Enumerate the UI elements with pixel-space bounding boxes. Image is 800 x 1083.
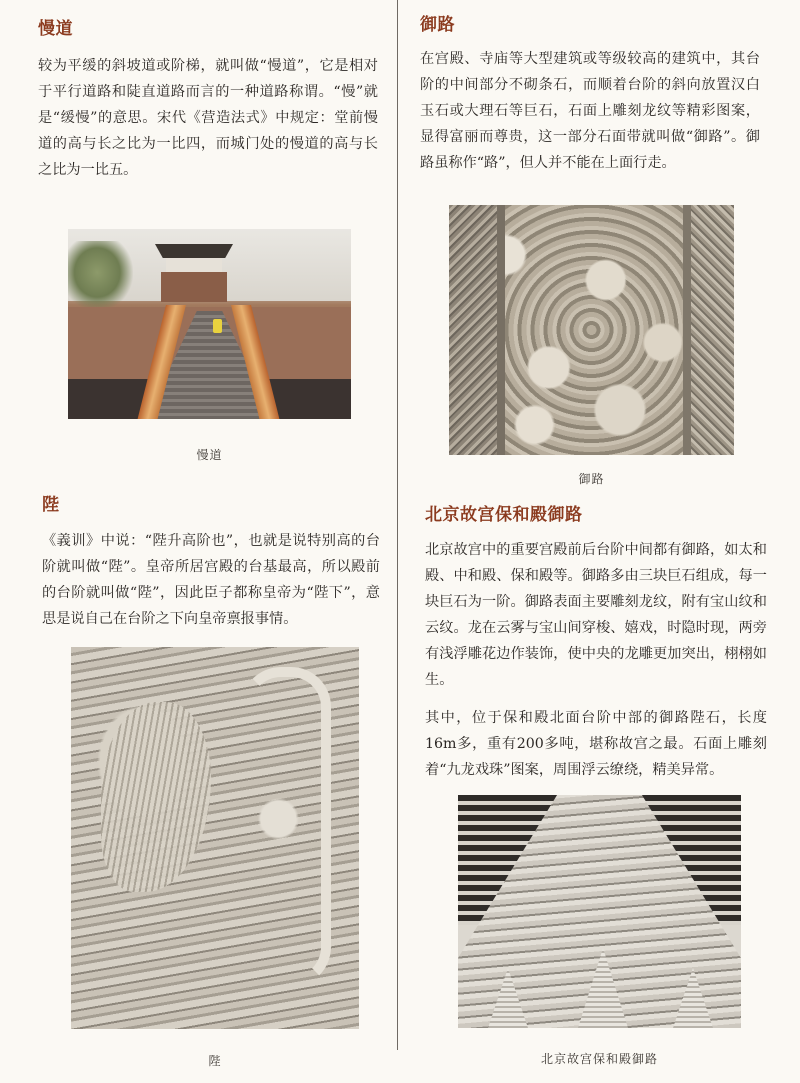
- column-divider: [397, 0, 398, 1050]
- photo-pavilion-base: [161, 272, 227, 302]
- photo-yulu-dragon-stone: [449, 205, 734, 455]
- section-heading-yulu: 御路: [420, 15, 455, 35]
- section-heading-mandao: 慢道: [38, 19, 73, 39]
- photo-tree: [68, 241, 133, 311]
- photo-dragon-carving: [241, 667, 331, 987]
- photo-pavilion-wall: [166, 258, 222, 272]
- paragraph-baohe-2: 其中，位于保和殿北面台阶中部的御路陛石，长度16m多，重有200多吨，堪称故宫之最。石面上雕刻着“九龙戏珠”图案，周围浮云缭绕，精美异常。: [425, 710, 767, 778]
- section-heading-baohe-yulu: 北京故宫保和殿御路: [425, 505, 583, 525]
- caption-bi: 陛: [208, 1054, 222, 1068]
- photo-person: [213, 319, 222, 333]
- caption-mandao: 慢道: [196, 448, 223, 462]
- paragraph-bi: 《義训》中说：“陛升高阶也”，也就是说特别高的台阶就叫做“陛”。皇帝所居宫殿的台基最高，所以殿前的台阶就叫做“陛”，因此臣子都称皇帝为“陛下”，意思是说自己在台阶之下向皇帝禀报事情。: [42, 533, 380, 627]
- photo-bi-carving: [71, 647, 359, 1029]
- caption-baohe-yulu: 北京故宫保和殿御路: [540, 1052, 658, 1066]
- paragraph-baohe-1: 北京故宫中的重要宫殿前后台阶中间都有御路，如太和殿、中和殿、保和殿等。御路多由三块巨石组成，每一块巨石为一阶。御路表面主要雕刻龙纹，附有宝山纹和云纹。龙在云雾与宝山间穿梭、嬉戏，时隐时现，两旁有浅浮雕花边作装饰，使中央的龙雕更加突出，栩栩如生。: [425, 542, 767, 688]
- section-heading-bi: 陛: [42, 495, 60, 515]
- photo-right-border-pattern: [689, 205, 734, 455]
- photo-right-rim: [683, 205, 691, 455]
- photo-left-border-pattern: [449, 205, 499, 455]
- photo-baohe-yulu: [458, 795, 741, 1028]
- photo-pavilion-roof: [155, 244, 233, 258]
- photo-phoenix-carving: [101, 702, 211, 892]
- photo-left-rim: [497, 205, 505, 455]
- paragraph-yulu: 在宫殿、寺庙等大型建筑或等级较高的建筑中，其台阶的中间部分不砌条石，而顺着台阶的斜向放置汉白玉石或大理石等巨石，石面上雕刻龙纹等精彩图案，显得富丽而尊贵，这一部分石面带就叫做“御路”。御路虽称作“路”，但人并不能在上面行走。: [420, 51, 760, 171]
- caption-yulu: 御路: [578, 472, 605, 486]
- paragraph-mandao: 较为平缓的斜坡道或阶梯，就叫做“慢道”，它是相对于平行道路和陡直道路而言的一种道路称谓。“慢”就是“缓慢”的意思。宋代《营造法式》中规定：堂前慢道的高与长之比为一比四，而城门处的慢道的高与长之比为一比五。: [38, 58, 378, 178]
- photo-mandao-ramp: [68, 229, 351, 419]
